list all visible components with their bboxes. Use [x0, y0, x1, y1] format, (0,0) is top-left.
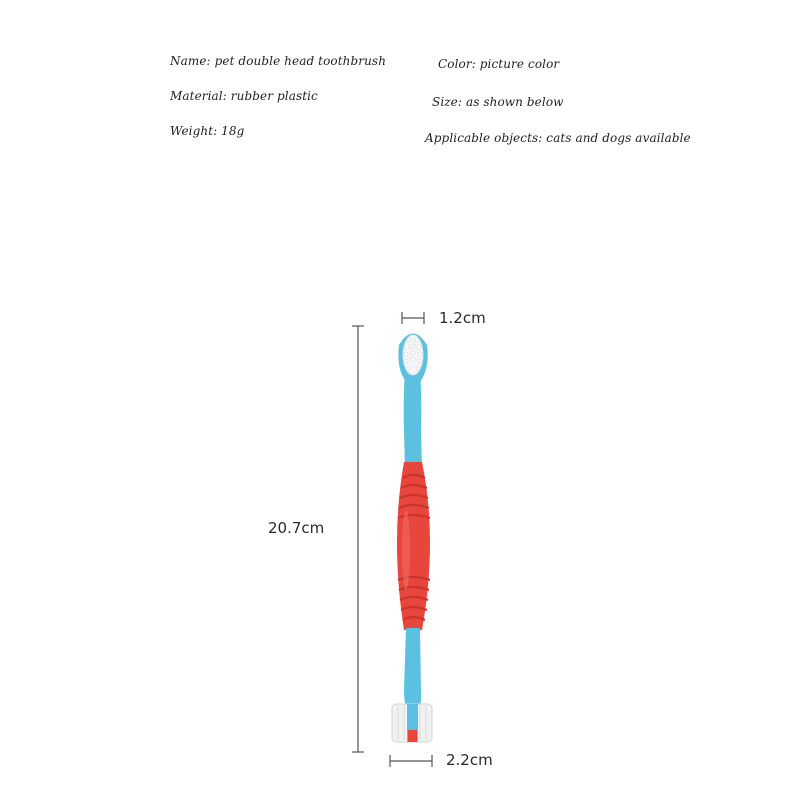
length-dimension-line	[352, 326, 364, 752]
brush-head	[398, 334, 427, 383]
spec-size: Size: as shown below	[432, 95, 564, 109]
head-width-dimension-line	[402, 312, 424, 324]
upper-handle-shaft	[404, 370, 422, 470]
spec-applicable: Applicable objects: cats and dogs available	[425, 131, 691, 145]
bottom-width-dimension-line	[390, 755, 432, 767]
spec-name: Name: pet double head toothbrush	[170, 54, 387, 68]
spec-weight: Weight: 18g	[170, 124, 245, 138]
red-grip	[397, 462, 430, 630]
spec-material: Material: rubber plastic	[170, 89, 318, 103]
total-length-label: 20.7cm	[268, 519, 325, 537]
head-width-label: 1.2cm	[439, 309, 486, 327]
lower-handle-shaft	[404, 628, 421, 712]
bottom-width-label: 2.2cm	[446, 751, 493, 769]
round-brush-head	[392, 704, 432, 742]
spec-color: Color: picture color	[438, 57, 560, 71]
